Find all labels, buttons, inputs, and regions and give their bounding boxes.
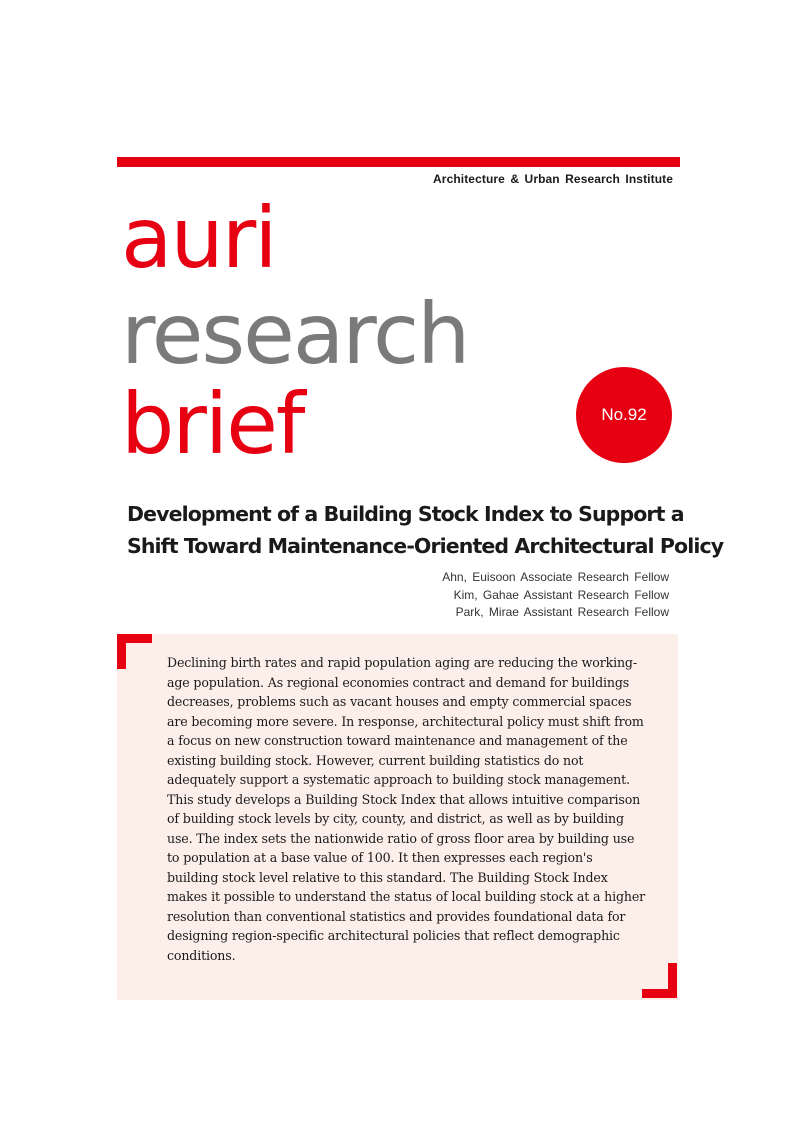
title-line-1: Development of a Building Stock Index to Support a [127, 502, 684, 526]
author-1: Ahn, Euisoon Associate Research Fellow [442, 570, 669, 584]
author-2: Kim, Gahae Assistant Research Fellow [453, 587, 669, 602]
brand-word-research: research [121, 285, 469, 383]
brand-word-auri: auri [121, 189, 276, 287]
report-title [127, 498, 724, 562]
corner-bracket-top-left-vertical [117, 634, 126, 669]
top-accent-bar [117, 157, 680, 167]
abstract-text [167, 653, 647, 983]
corner-bracket-bottom-right-vertical [668, 963, 677, 998]
institute-name: Architecture & Urban Research Institute [433, 172, 673, 186]
brand-word-brief: brief [121, 375, 304, 473]
title-line-2: Shift Toward Maintenance-Oriented Architectural Policy [127, 534, 724, 558]
author-3: Park, Mirae Assistant Research Fellow [455, 605, 669, 619]
issue-badge [576, 367, 672, 463]
author-list [442, 569, 669, 622]
abstract-paragraph-2: This study develops a Building Stock Index that allows intuitive comparison of building stock levels by city, county, and district, as well as by building use. The index sets the nationwide ratio of gross floor area by building use to population at a base value of 100. It then expresses each region's building stock level relative to this standard. The Building Stock Index makes it possible to understand the status of local building stock at a higher resolution than conventional statistics and provides foundational data for designing region-specific architectural policies that reflect demographic conditions. [167, 791, 646, 963]
abstract-paragraph-1: Declining birth rates and rapid population aging are reducing the working-age population. As regional economies contract and demand for buildings decreases, problems such as vacant houses and empty commercial spaces are becoming more severe. In response, architectural policy must shift from a focus on new construction toward maintenance and management of the existing building stock. However, current building statistics do not adequately support a systematic approach to building stock management. [167, 655, 644, 787]
issue-number: No.92 [601, 405, 647, 424]
